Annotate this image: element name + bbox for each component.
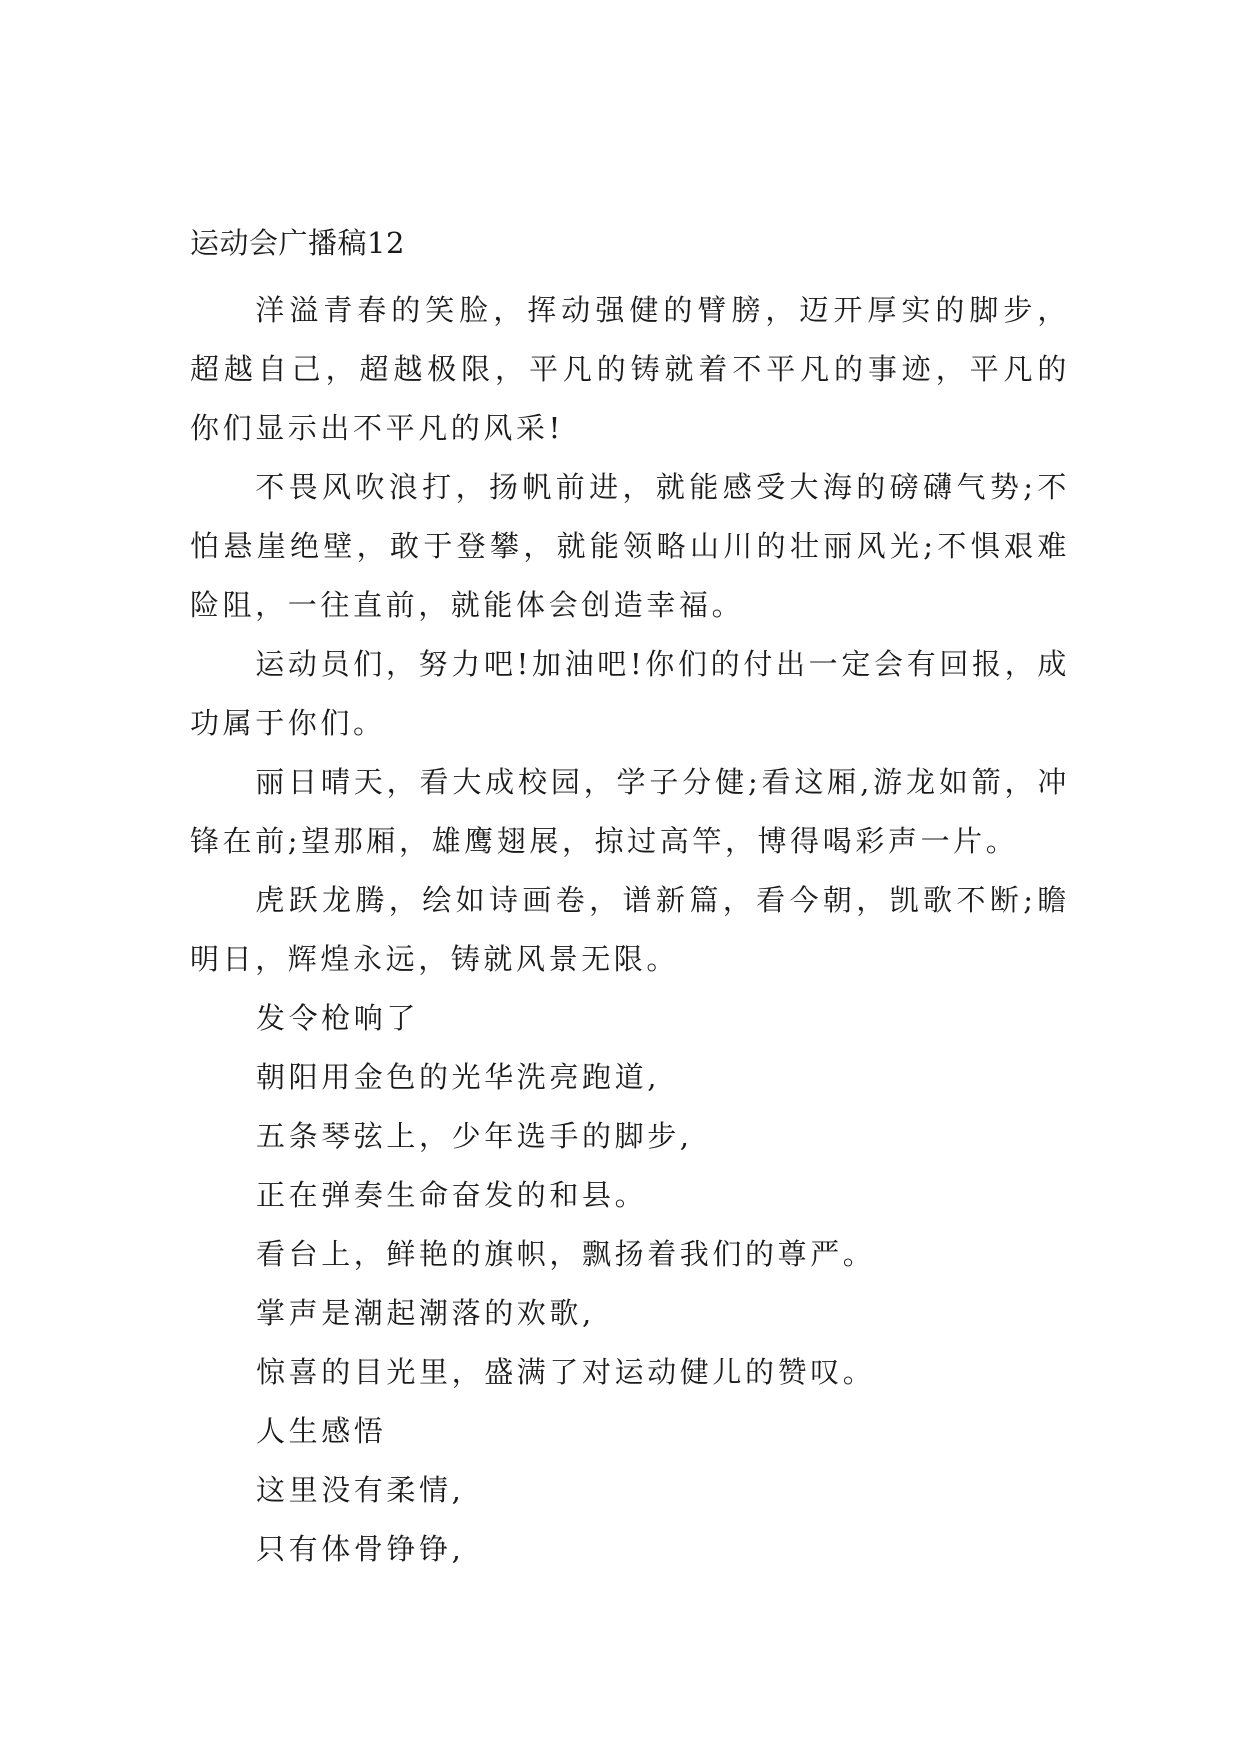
poem-line: 只有体骨铮铮, xyxy=(256,1532,465,1566)
poem-line: 朝阳用金色的光华洗亮跑道, xyxy=(256,1060,661,1094)
paragraph: 不畏风吹浪打，扬帆前进，就能感受大海的磅礴气势;不怕悬崖绝壁，敢于登攀，就能领略山川的壮丽风光;不惧艰难险阻，一往直前，就能体会创造幸福。 xyxy=(190,470,1070,622)
poem-line: 五条琴弦上，少年选手的脚步, xyxy=(256,1119,693,1153)
paragraph: 虎跃龙腾，绘如诗画卷，谱新篇，看今朝，凯歌不断;瞻明日，辉煌永远，铸就风景无限。 xyxy=(190,883,1070,976)
poem-line: 人生感悟 xyxy=(256,1414,387,1448)
paragraph: 丽日晴天，看大成校园，学子分健;看这厢,游龙如箭，冲锋在前;望那厢，雄鹰翅展，掠过高竿，博得喝彩声一片。 xyxy=(190,765,1070,858)
poem-line: 看台上，鲜艳的旗帜，飘扬着我们的尊严。 xyxy=(256,1237,876,1271)
document-body xyxy=(190,222,1070,1579)
poem-line: 发令枪响了 xyxy=(256,1001,420,1035)
poem-line: 惊喜的目光里，盛满了对运动健儿的赞叹。 xyxy=(256,1355,876,1389)
poem-line: 掌声是潮起潮落的欢歌, xyxy=(256,1296,595,1330)
poem-line: 这里没有柔情, xyxy=(256,1473,465,1507)
paragraph: 洋溢青春的笑脸，挥动强健的臂膀，迈开厚实的脚步，超越自己，超越极限，平凡的铸就着不平凡的事迹，平凡的你们显示出不平凡的风采! xyxy=(190,293,1070,445)
paragraph: 运动员们，努力吧!加油吧!你们的付出一定会有回报，成功属于你们。 xyxy=(190,647,1070,740)
document-title: 运动会广播稿12 xyxy=(190,226,405,260)
poem-line: 正在弹奏生命奋发的和县。 xyxy=(256,1178,648,1212)
